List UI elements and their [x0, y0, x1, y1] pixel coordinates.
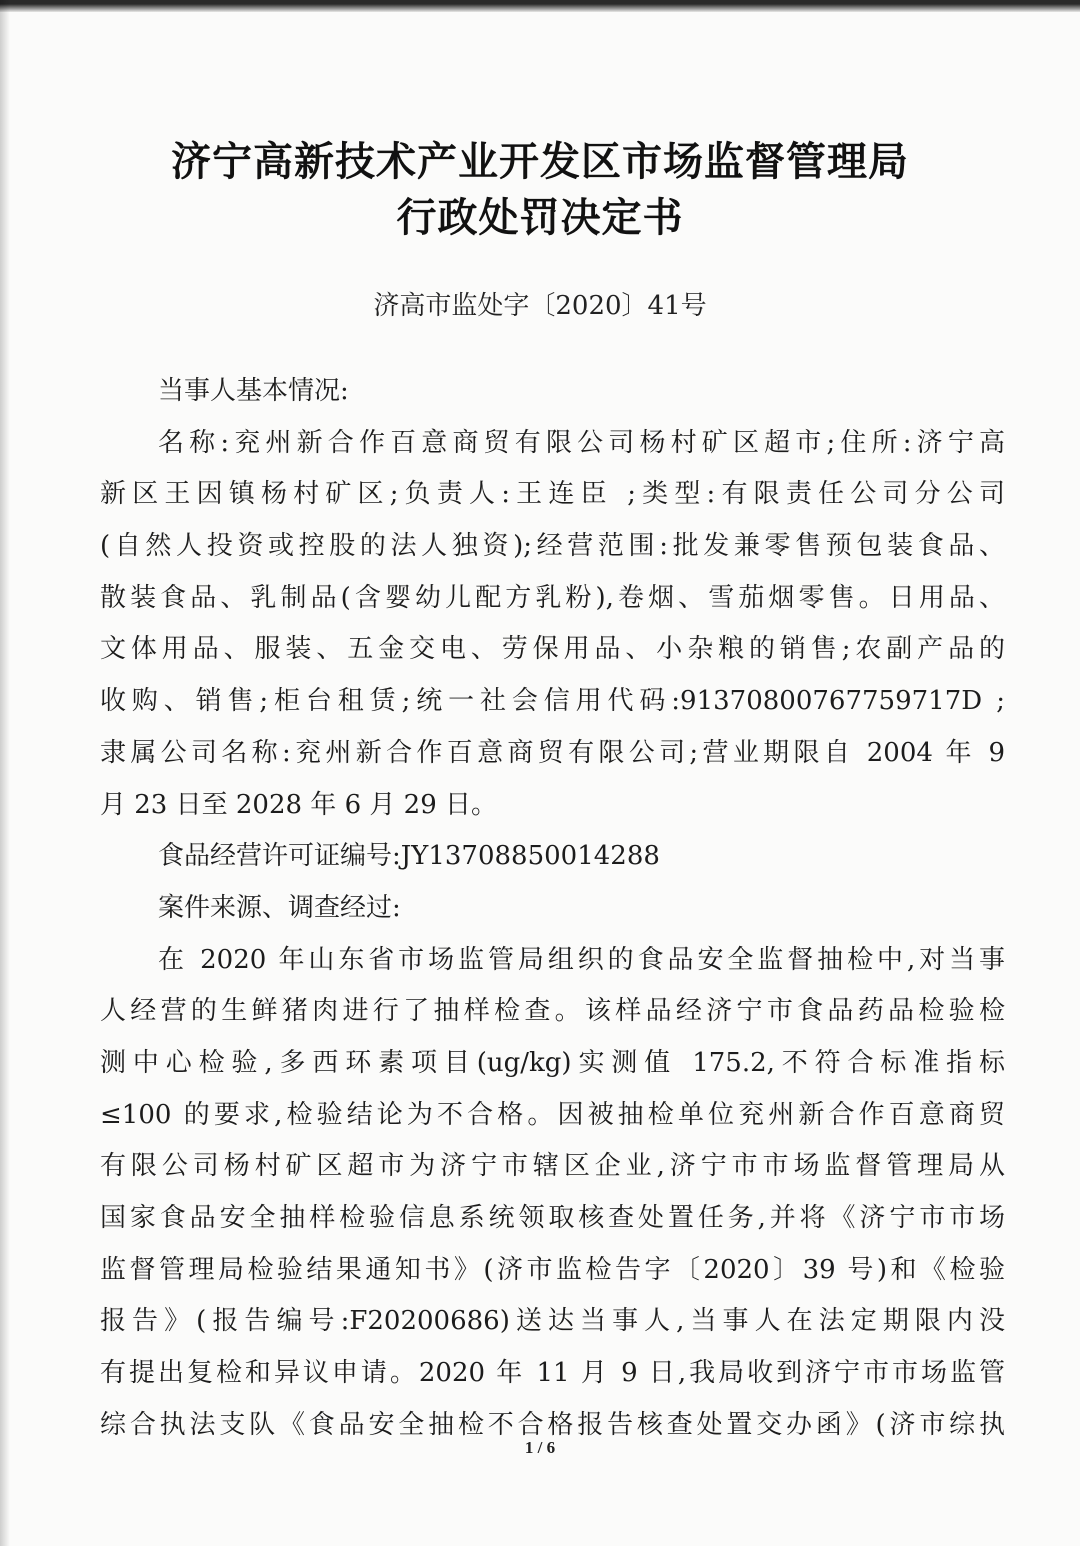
text-line: 测中心检验,多西环素项目(ug/kg)实测值 175.2,不符合标准指标 — [100, 1047, 1005, 1078]
text-line: 监督管理局检验结果通知书》(济市监检告字〔2020〕39 号)和《检验 — [100, 1254, 1005, 1285]
title-line-1: 济宁高新技术产业开发区市场监督管理局 — [171, 138, 909, 185]
text-line: 文体用品、服装、五金交电、劳保用品、小杂粮的销售;农副产品的 — [100, 634, 1005, 665]
text-line: 国家食品安全抽样检验信息系统领取核查处置任务,并将《济宁市市场 — [100, 1203, 1005, 1233]
text-line: 案件来源、调查经过: — [158, 892, 401, 923]
text-line: 散装食品、乳制品(含婴幼儿配方乳粉),卷烟、雪茄烟零售。日用品、 — [100, 582, 1005, 613]
page-number: 1 / 6 — [524, 1438, 556, 1457]
text-line: 有提出复检和异议申请。2020 年 11 月 9 日,我局收到济宁市市场监管 — [100, 1358, 1005, 1389]
document-number: 济高市监处字〔2020〕41号 — [373, 291, 707, 321]
text-line: 有限公司杨村矿区超市为济宁市辖区企业,济宁市市场监督管理局从 — [100, 1151, 1005, 1182]
text-line: 在 2020 年山东省市场监管局组织的食品安全监督抽检中,对当事 — [158, 944, 1005, 975]
text-line: 隶属公司名称:兖州新合作百意商贸有限公司;营业期限自 2004 年 9 — [100, 737, 1005, 768]
text-line: 当事人基本情况: — [158, 376, 349, 406]
document-title — [0, 134, 1080, 246]
text-line: 名称:兖州新合作百意商贸有限公司杨村矿区超市;住所:济宁高 — [158, 427, 1005, 458]
text-line: 月 23 日至 2028 年 6 月 29 日。 — [100, 789, 497, 820]
text-line: 食品经营许可证编号:JY13708850014288 — [158, 841, 660, 872]
text-line: 人经营的生鲜猪肉进行了抽样检查。该样品经济宁市食品药品检验检 — [100, 996, 1005, 1027]
text-line: (自然人投资或控股的法人独资);经营范围:批发兼零售预包装食品、 — [100, 531, 1005, 562]
document-body — [100, 366, 1005, 1451]
text-line: ≤100 的要求,检验结论为不合格。因被抽检单位兖州新合作百意商贸 — [100, 1099, 1005, 1130]
text-line: 收购、销售;柜台租赁;统一社会信用代码:91370800767759717D ; — [100, 686, 1005, 717]
text-line: 综合执法支队《食品安全抽检不合格报告核查处置交办函》(济市综执 — [100, 1409, 1005, 1440]
scan-edge-top — [0, 0, 1080, 12]
title-line-2: 行政处罚决定书 — [396, 194, 684, 241]
text-line: 新区王因镇杨村矿区;负责人:王连臣 ;类型:有限责任公司分公司 — [100, 479, 1005, 510]
text-line: 报告》(报告编号:F20200686)送达当事人,当事人在法定期限内没 — [100, 1306, 1005, 1337]
